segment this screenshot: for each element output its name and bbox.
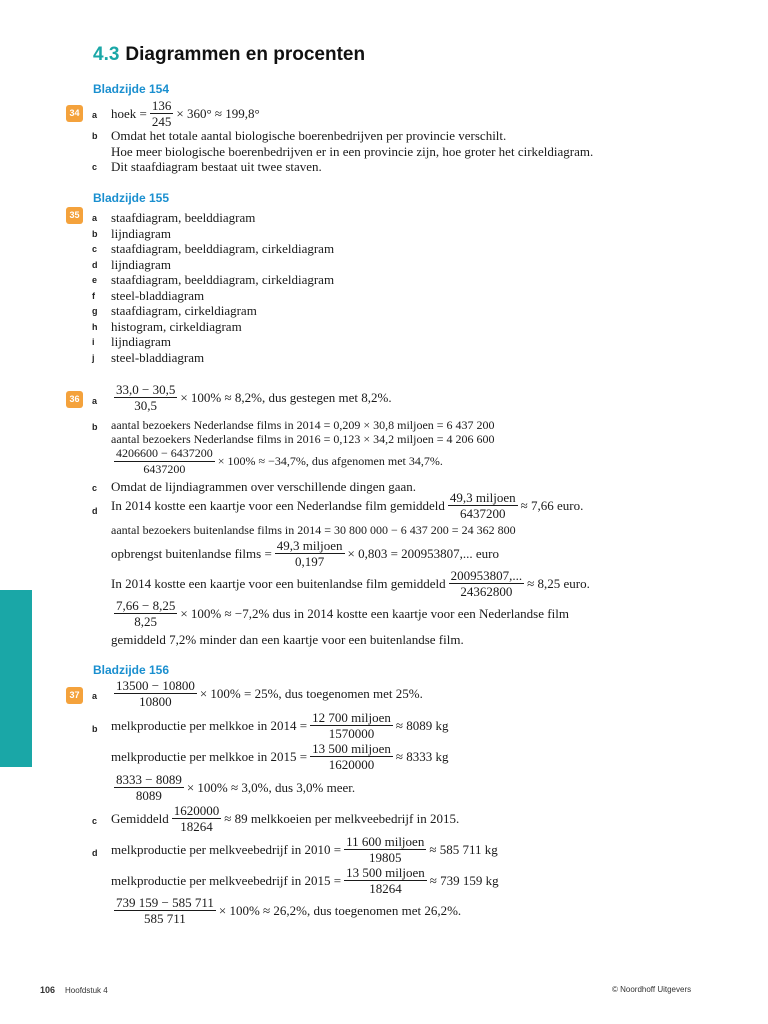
item-label-a: a	[92, 396, 98, 406]
item-label-a: a	[92, 691, 98, 701]
ex37-b3-rest: × 100% ≈ 3,0%, dus 3,0% meer.	[186, 779, 356, 795]
exercise-badge-34: 34	[66, 105, 83, 122]
item-label-b: b	[92, 131, 98, 141]
item-label-f: f	[92, 291, 95, 301]
item-label-c: c	[92, 816, 98, 826]
section-title-text: Diagrammen en procenten	[125, 44, 366, 65]
ex36-d-line1	[111, 490, 583, 521]
ex37-b2-prefix: melkproductie per melkkoe in 2015 =	[111, 748, 308, 764]
ex37-d1-prefix: melkproductie per melkveebedrijf in 2010 =	[111, 841, 342, 857]
ex34-c: Dit staafdiagram bestaat uit twee staven.	[111, 159, 322, 174]
item-label-c: c	[92, 162, 98, 172]
ex36-d5-numerator: 7,66 − 8,25	[116, 598, 176, 613]
ex37-a-denominator: 10800	[139, 694, 172, 709]
ex37-d3-numerator: 739 159 − 585 711	[116, 895, 214, 910]
ex36-d5-rest: × 100% ≈ −7,2% dus in 2014 kostte een kaartje voor een Nederlandse film	[180, 605, 569, 621]
ex37-d3-rest: × 100% ≈ 26,2%, dus toegenomen met 26,2%.	[218, 902, 462, 918]
ex37-c-rest: ≈ 89 melkkoeien per melkveebedrijf in 2015.	[224, 810, 460, 826]
page-heading-155: Bladzijde 155	[93, 191, 170, 205]
fraction	[448, 490, 518, 521]
ex36-a-rest: × 100% ≈ 8,2%, dus gestegen met 8,2%.	[180, 389, 392, 405]
fraction	[344, 865, 427, 896]
ex37-c	[111, 803, 459, 834]
item-label-b: b	[92, 724, 98, 734]
ex37-d-line2	[111, 865, 499, 896]
ex37-d1-numerator: 11 600 miljoen	[346, 834, 425, 849]
ex36-d4-rest: ≈ 8,25 euro.	[527, 575, 590, 591]
ex36-d-line6: gemiddeld 7,2% minder dan een kaartje voor een buitenlandse film.	[111, 632, 464, 647]
fraction	[114, 382, 177, 413]
ex36-b-line2: aantal bezoekers Nederlandse films in 2016 = 0,123 × 34,2 miljoen = 4 206 600	[111, 432, 495, 446]
footer-publisher: © Noordhoff Uitgevers	[612, 985, 692, 994]
ex36-d4-numerator: 200953807,...	[450, 568, 523, 583]
ex36-d-line4	[111, 568, 590, 599]
item-label-c: c	[92, 244, 98, 254]
ex36-a	[111, 382, 392, 413]
ex37-b2-denominator: 1620000	[328, 757, 375, 772]
ex37-d2-prefix: melkproductie per melkveebedrijf in 2015 =	[111, 872, 342, 888]
exercise-badge-35: 35	[66, 207, 83, 224]
ex36-d1-prefix: In 2014 kostte een kaartje voor een Nederlandse film gemiddeld	[111, 497, 445, 513]
fraction	[344, 834, 426, 865]
ex35-item-d: lijndiagram	[111, 257, 171, 272]
ex35-item-h: histogram, cirkeldiagram	[111, 319, 242, 334]
fraction	[275, 538, 345, 569]
exercise-badge-37: 37	[66, 687, 83, 704]
ex36-b3-numerator: 4206600 − 6437200	[116, 446, 213, 460]
ex35-item-f: steel-bladdiagram	[111, 288, 205, 303]
fraction	[114, 678, 197, 709]
ex37-b-line3	[111, 772, 355, 803]
ex37-b1-denominator: 1570000	[328, 726, 375, 741]
ex35-item-g: staafdiagram, cirkeldiagram	[111, 303, 257, 318]
fraction	[114, 895, 216, 926]
section-number: 4.3	[93, 44, 120, 65]
ex37-d-line3	[111, 895, 461, 926]
fraction	[310, 741, 393, 772]
fraction	[114, 772, 184, 803]
ex37-c-numerator: 1620000	[173, 803, 220, 818]
ex35-item-b: lijndiagram	[111, 226, 171, 241]
ex37-d2-numerator: 13 500 miljoen	[346, 865, 425, 880]
exercise-badge-36: 36	[66, 391, 83, 408]
ex35-item-j: steel-bladdiagram	[111, 350, 205, 365]
ex37-b-line2	[111, 741, 449, 772]
ex36-d4-denominator: 24362800	[460, 584, 513, 599]
ex36-d-line2: aantal bezoekers buitenlandse films in 2014 = 30 800 000 − 6 437 200 = 24 362 800	[111, 523, 516, 537]
ex37-a-numerator: 13500 − 10800	[116, 678, 195, 693]
ex35-item-i: lijndiagram	[111, 334, 171, 349]
ex37-a	[111, 678, 423, 709]
fraction	[449, 568, 525, 599]
item-label-d: d	[92, 848, 98, 858]
ex36-d1-rest: ≈ 7,66 euro.	[520, 497, 584, 513]
ex37-b1-prefix: melkproductie per melkkoe in 2014 =	[111, 717, 308, 733]
ex36-d-line5	[111, 598, 569, 629]
ex36-b-line3	[111, 446, 443, 477]
item-label-a: a	[92, 110, 98, 120]
page-heading-156: Bladzijde 156	[93, 663, 170, 677]
footer-chapter: Hoofdstuk 4	[65, 986, 108, 995]
ex36-d1-numerator: 49,3 miljoen	[449, 490, 516, 505]
ex37-d2-rest: ≈ 739 159 kg	[429, 872, 499, 888]
fraction	[150, 98, 174, 129]
item-label-g: g	[92, 306, 98, 316]
ex34-b-line2: Hoe meer biologische boerenbedrijven er in een provincie zijn, hoe groter het cirkeldiagram.	[111, 144, 594, 159]
ex36-d-line3	[111, 538, 499, 569]
ex36-d3-denominator: 0,197	[295, 554, 325, 569]
ex37-d-line1	[111, 834, 498, 865]
ex37-a-rest: × 100% = 25%, dus toegenomen met 25%.	[199, 685, 423, 701]
fraction	[310, 710, 393, 741]
ex37-d2-denominator: 18264	[369, 881, 402, 896]
ex36-b3-denominator: 6437200	[143, 462, 186, 476]
ex36-d3-numerator: 49,3 miljoen	[276, 538, 343, 553]
ex36-d4-prefix: In 2014 kostte een kaartje voor een buitenlandse film gemiddeld	[111, 575, 446, 591]
item-label-d: d	[92, 506, 98, 516]
ex36-d1-denominator: 6437200	[460, 506, 506, 521]
ex37-b2-rest: ≈ 8333 kg	[395, 748, 449, 764]
ex36-d3-prefix: opbrengst buitenlandse films =	[111, 545, 272, 561]
ex36-c: Omdat de lijndiagrammen over verschillende dingen gaan.	[111, 479, 417, 494]
ex37-b3-denominator: 8089	[135, 788, 162, 803]
ex37-b3-numerator: 8333 − 8089	[116, 772, 182, 787]
ex37-b1-rest: ≈ 8089 kg	[395, 717, 449, 733]
ex35-item-a: staafdiagram, beelddiagram	[111, 210, 256, 225]
ex37-d1-denominator: 19805	[368, 850, 402, 865]
item-label-j: j	[92, 353, 95, 363]
item-label-d: d	[92, 260, 98, 270]
ex36-a-numerator: 33,0 − 30,5	[116, 382, 176, 397]
item-label-a: a	[92, 213, 98, 223]
ex36-d3-rest: × 0,803 = 200953807,... euro	[347, 545, 500, 561]
section-title	[93, 44, 365, 66]
fraction	[114, 598, 177, 629]
ex34-a	[111, 98, 260, 129]
item-label-h: h	[92, 322, 98, 332]
page-number: 106	[40, 985, 56, 995]
ex34-a-denominator: 245	[151, 114, 172, 129]
ex37-b-line1	[111, 710, 449, 741]
ex37-c-denominator: 18264	[180, 819, 213, 834]
ex37-c-prefix: Gemiddeld	[111, 810, 169, 826]
ex37-d1-rest: ≈ 585 711 kg	[429, 841, 498, 857]
ex36-a-denominator: 30,5	[134, 398, 158, 413]
fraction	[172, 803, 222, 834]
item-label-c: c	[92, 483, 98, 493]
ex34-a-prefix: hoek =	[111, 105, 147, 121]
ex37-d3-denominator: 585 711	[144, 911, 186, 926]
footer-left	[40, 985, 108, 995]
item-label-i: i	[92, 337, 95, 347]
ex36-b3-rest: × 100% ≈ −34,7%, dus afgenomen met 34,7%.	[217, 454, 443, 468]
ex36-d5-denominator: 8,25	[134, 614, 158, 629]
ex35-item-c: staafdiagram, beelddiagram, cirkeldiagram	[111, 241, 335, 256]
fraction	[114, 446, 215, 477]
page-heading-154: Bladzijde 154	[93, 82, 170, 96]
item-label-b: b	[92, 229, 98, 239]
ex37-b2-numerator: 13 500 miljoen	[312, 741, 391, 756]
ex34-a-rest: × 360° ≈ 199,8°	[176, 105, 260, 121]
side-tab	[0, 590, 32, 767]
ex35-item-e: staafdiagram, beelddiagram, cirkeldiagram	[111, 272, 335, 287]
ex34-b-line1: Omdat het totale aantal biologische boerenbedrijven per provincie verschilt.	[111, 128, 507, 143]
item-label-b: b	[92, 422, 98, 432]
ex37-b1-numerator: 12 700 miljoen	[312, 710, 391, 725]
ex36-b-line1: aantal bezoekers Nederlandse films in 2014 = 0,209 × 30,8 miljoen = 6 437 200	[111, 418, 495, 432]
item-label-e: e	[92, 275, 98, 285]
ex34-a-numerator: 136	[151, 98, 172, 113]
